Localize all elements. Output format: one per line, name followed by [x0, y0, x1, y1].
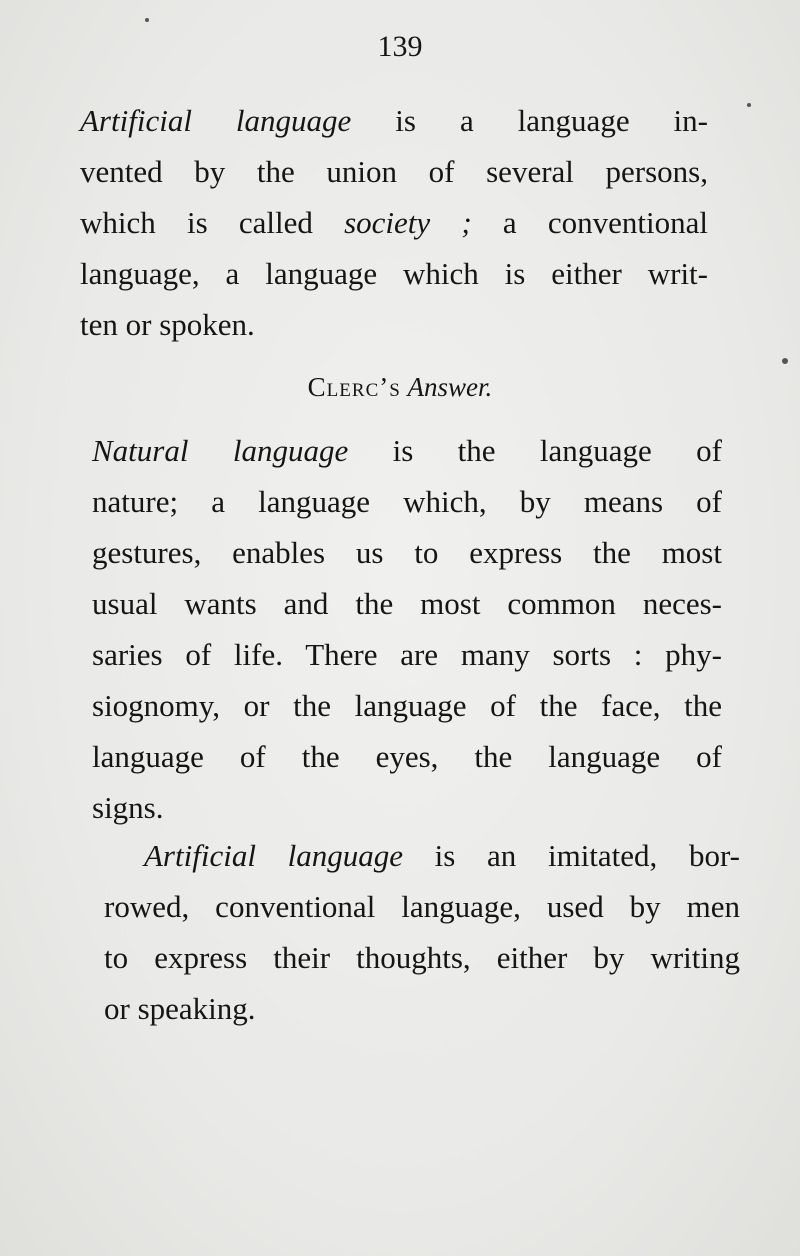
paper-speck [747, 103, 751, 107]
text-line: signs. [92, 790, 164, 825]
text-line: gestures, enables us to express the most [92, 535, 722, 570]
text-line: rowed, conventional language, used by men [104, 889, 740, 924]
text-line: or speaking. [104, 991, 256, 1026]
text-line: ten or spoken. [80, 307, 255, 342]
term-artificial-language: Artificial language [80, 103, 352, 138]
page-number: 139 [377, 30, 423, 63]
bleed-through-texture [95, 1050, 745, 1102]
paragraph-natural-language [92, 425, 722, 833]
line-text: is a language in- [351, 103, 708, 138]
paragraph-artificial-language-answer [104, 830, 740, 1034]
line-text: is the language of [348, 433, 722, 468]
text-line [92, 425, 722, 476]
term-artificial-language: Artificial language [144, 838, 403, 873]
text-line: language of the eyes, the language of [92, 739, 722, 774]
term-natural-language: Natural language [92, 433, 349, 468]
text-line: siognomy, or the language of the face, the [92, 688, 722, 723]
section-heading [0, 372, 800, 403]
text-line: language, a language which is either writ- [80, 256, 708, 291]
paper-speck [782, 358, 788, 364]
paragraph-artificial-language [80, 95, 708, 350]
line-text: is an imitated, bor- [403, 838, 741, 873]
paper-speck [145, 18, 149, 22]
text-line [80, 95, 708, 146]
text-line: saries of life. There are many sorts : phy- [92, 637, 722, 672]
line-text: a conventional [471, 205, 708, 240]
text-line [104, 830, 740, 881]
text-line: to express their thoughts, either by writing [104, 940, 740, 975]
heading-name: Clerc’s [307, 372, 401, 402]
line-text: which is called [80, 205, 345, 240]
text-line: usual wants and the most common neces- [92, 586, 722, 621]
term-society: society ; [344, 205, 472, 240]
text-line [80, 197, 708, 248]
text-line: nature; a language which, by means of [92, 484, 722, 519]
heading-answer: Answer. [407, 372, 493, 402]
text-line: vented by the union of several persons, [80, 154, 708, 189]
